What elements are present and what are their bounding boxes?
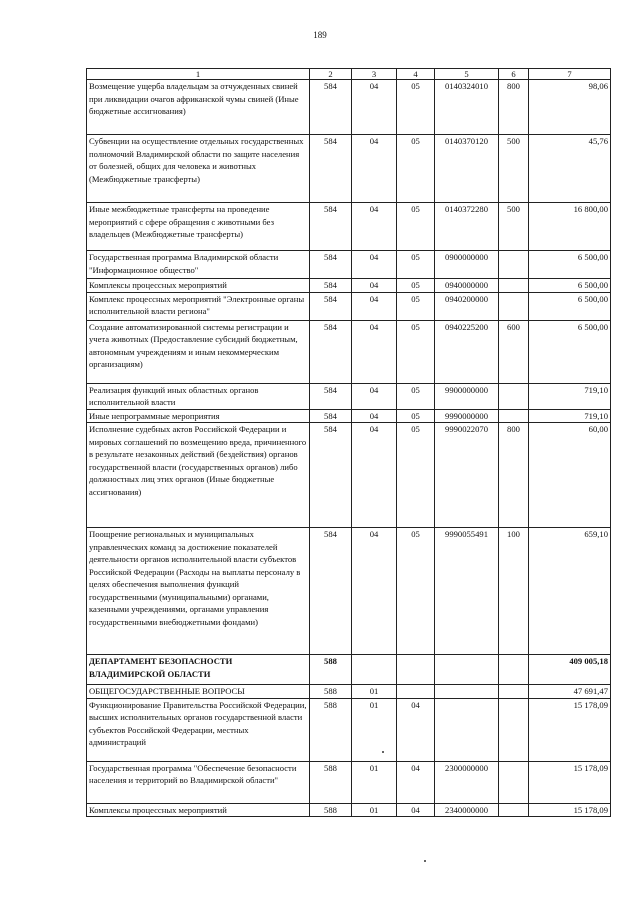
cell-sum: 719,10 xyxy=(529,409,611,423)
table-row xyxy=(87,320,611,383)
cell-pr: 05 xyxy=(397,80,435,135)
cell-sum: 6 500,00 xyxy=(529,320,611,383)
cell-sum: 409 005,18 xyxy=(529,655,611,685)
cell-pr: 05 xyxy=(397,320,435,383)
table-row xyxy=(87,383,611,409)
table-row xyxy=(87,698,611,761)
cell-grbs: 584 xyxy=(310,135,352,203)
cell-grbs: 584 xyxy=(310,203,352,251)
cell-vr xyxy=(499,698,529,761)
cell-pr: 04 xyxy=(397,803,435,817)
cell-name: Комплексы процессных мероприятий xyxy=(87,279,310,293)
cell-rz: 01 xyxy=(352,761,397,803)
cell-csr: 0140324010 xyxy=(435,80,499,135)
cell-sum: 15 178,09 xyxy=(529,698,611,761)
cell-pr: 05 xyxy=(397,409,435,423)
cell-name: Создание автоматизированной системы регистрации и учета животных (Предоставление субсидий бюджетным, автономным учреждениям и иным некоммерческим организациям) xyxy=(87,320,310,383)
cell-rz: 04 xyxy=(352,203,397,251)
cell-name: ОБЩЕГОСУДАРСТВЕННЫЕ ВОПРОСЫ xyxy=(87,685,310,699)
cell-grbs: 584 xyxy=(310,320,352,383)
header-cell: 2 xyxy=(310,69,352,80)
cell-vr: 600 xyxy=(499,320,529,383)
table-row xyxy=(87,423,611,528)
cell-rz: 04 xyxy=(352,409,397,423)
cell-rz: 04 xyxy=(352,251,397,279)
cell-vr xyxy=(499,383,529,409)
cell-pr: 05 xyxy=(397,423,435,528)
cell-pr: 04 xyxy=(397,698,435,761)
cell-csr: 9990022070 xyxy=(435,423,499,528)
cell-grbs: 588 xyxy=(310,761,352,803)
cell-rz: 04 xyxy=(352,279,397,293)
table-row xyxy=(87,251,611,279)
cell-vr: 800 xyxy=(499,423,529,528)
cell-name: Функционирование Правительства Российской Федерации, высших исполнительных органов государственной власти субъектов Российской Федерации, местных администраций xyxy=(87,698,310,761)
table-row xyxy=(87,409,611,423)
cell-pr: 05 xyxy=(397,383,435,409)
cell-rz: 04 xyxy=(352,80,397,135)
cell-name: Комплекс процессных мероприятий "Электронные органы исполнительной власти региона" xyxy=(87,292,310,320)
header-cell: 5 xyxy=(435,69,499,80)
header-cell: 6 xyxy=(499,69,529,80)
header-cell: 1 xyxy=(87,69,310,80)
cell-grbs: 584 xyxy=(310,251,352,279)
cell-grbs: 584 xyxy=(310,292,352,320)
cell-grbs: 588 xyxy=(310,803,352,817)
cell-vr: 500 xyxy=(499,203,529,251)
cell-name: Государственная программа "Обеспечение безопасности населения и территорий во Владимирской области" xyxy=(87,761,310,803)
cell-csr: 2340000000 xyxy=(435,803,499,817)
cell-csr: 0940200000 xyxy=(435,292,499,320)
cell-rz: 04 xyxy=(352,383,397,409)
cell-pr: 05 xyxy=(397,279,435,293)
cell-name: Иные непрограммные мероприятия xyxy=(87,409,310,423)
cell-rz xyxy=(352,655,397,685)
header-row xyxy=(87,69,611,80)
table-row xyxy=(87,528,611,655)
cell-pr: 05 xyxy=(397,528,435,655)
cell-vr xyxy=(499,409,529,423)
stray-dot xyxy=(424,860,426,862)
cell-name: Субвенции на осуществление отдельных государственных полномочий Владимирской области по защите населения от болезней, общих для человека и животных (Межбюджетные трансферты) xyxy=(87,135,310,203)
table-row xyxy=(87,203,611,251)
cell-pr xyxy=(397,685,435,699)
cell-csr: 9990055491 xyxy=(435,528,499,655)
cell-csr xyxy=(435,685,499,699)
cell-csr: 2300000000 xyxy=(435,761,499,803)
cell-csr xyxy=(435,698,499,761)
cell-vr xyxy=(499,761,529,803)
cell-vr xyxy=(499,803,529,817)
cell-grbs: 584 xyxy=(310,528,352,655)
cell-name: ДЕПАРТАМЕНТ БЕЗОПАСНОСТИ ВЛАДИМИРСКОЙ ОБЛАСТИ xyxy=(87,655,310,685)
cell-rz: 01 xyxy=(352,685,397,699)
cell-vr xyxy=(499,251,529,279)
cell-sum: 6 500,00 xyxy=(529,292,611,320)
cell-name: Государственная программа Владимирской области "Информационное общество" xyxy=(87,251,310,279)
cell-rz: 04 xyxy=(352,320,397,383)
cell-sum: 98,06 xyxy=(529,80,611,135)
cell-pr: 05 xyxy=(397,251,435,279)
cell-csr: 9990000000 xyxy=(435,409,499,423)
cell-csr: 0140372280 xyxy=(435,203,499,251)
header-cell: 7 xyxy=(529,69,611,80)
cell-pr: 05 xyxy=(397,292,435,320)
page-number: 189 xyxy=(313,30,327,40)
cell-vr xyxy=(499,685,529,699)
cell-csr: 0140370120 xyxy=(435,135,499,203)
cell-rz: 01 xyxy=(352,698,397,761)
cell-vr xyxy=(499,279,529,293)
cell-grbs: 584 xyxy=(310,423,352,528)
cell-name: Комплексы процессных мероприятий xyxy=(87,803,310,817)
cell-csr: 0940225200 xyxy=(435,320,499,383)
table-row xyxy=(87,279,611,293)
cell-sum: 15 178,09 xyxy=(529,803,611,817)
cell-sum: 16 800,00 xyxy=(529,203,611,251)
cell-pr xyxy=(397,655,435,685)
cell-pr: 05 xyxy=(397,203,435,251)
cell-grbs: 584 xyxy=(310,279,352,293)
cell-pr: 05 xyxy=(397,135,435,203)
cell-grbs: 588 xyxy=(310,698,352,761)
cell-rz: 01 xyxy=(352,803,397,817)
cell-vr: 800 xyxy=(499,80,529,135)
cell-rz: 04 xyxy=(352,292,397,320)
table-row xyxy=(87,292,611,320)
cell-vr xyxy=(499,655,529,685)
cell-rz: 04 xyxy=(352,528,397,655)
header-cell: 4 xyxy=(397,69,435,80)
cell-vr: 100 xyxy=(499,528,529,655)
cell-name: Реализация функций иных областных органов исполнительной власти xyxy=(87,383,310,409)
cell-vr xyxy=(499,292,529,320)
cell-grbs: 588 xyxy=(310,655,352,685)
cell-grbs: 588 xyxy=(310,685,352,699)
cell-csr: 0940000000 xyxy=(435,279,499,293)
table-row xyxy=(87,80,611,135)
cell-sum: 6 500,00 xyxy=(529,251,611,279)
header-cell: 3 xyxy=(352,69,397,80)
cell-vr: 500 xyxy=(499,135,529,203)
cell-name: Иные межбюджетные трансферты на проведение мероприятий с сфере обращения с животными без владельцев (Межбюджетные трансферты) xyxy=(87,203,310,251)
table-row xyxy=(87,803,611,817)
table-row xyxy=(87,685,611,699)
cell-csr: 9900000000 xyxy=(435,383,499,409)
cell-name: Возмещение ущерба владельцам за отчужденных свиней при ликвидации очагов африканской чумы свиней (Иные бюджетные ассигнования) xyxy=(87,80,310,135)
cell-csr: 0900000000 xyxy=(435,251,499,279)
cell-rz: 04 xyxy=(352,135,397,203)
budget-table xyxy=(86,68,611,817)
cell-sum: 659,10 xyxy=(529,528,611,655)
cell-sum: 47 691,47 xyxy=(529,685,611,699)
cell-name: Поощрение региональных и муниципальных управленческих команд за достижение показателей деятельности органов исполнительной власти субъектов Российской Федерации (Расходы на выплаты персоналу в целях обеспечения выполнения функций государственными (муниципальными) органами, казенными учреждениями, органами управления государственными внебюджетными фондами) xyxy=(87,528,310,655)
table-row xyxy=(87,761,611,803)
cell-sum: 719,10 xyxy=(529,383,611,409)
cell-grbs: 584 xyxy=(310,383,352,409)
cell-sum: 6 500,00 xyxy=(529,279,611,293)
cell-pr: 04 xyxy=(397,761,435,803)
cell-sum: 45,76 xyxy=(529,135,611,203)
cell-rz: 04 xyxy=(352,423,397,528)
table-row xyxy=(87,135,611,203)
cell-sum: 60,00 xyxy=(529,423,611,528)
cell-grbs: 584 xyxy=(310,409,352,423)
table-body xyxy=(87,80,611,817)
cell-name: Исполнение судебных актов Российской Федерации и мировых соглашений по возмещению вреда, причиненного в результате незаконных действий (бездействия) органов государственной власти (государственных органов) либо должностных лиц этих органов (Иные бюджетные ассигнования) xyxy=(87,423,310,528)
cell-sum: 15 178,09 xyxy=(529,761,611,803)
table-row xyxy=(87,655,611,685)
cell-csr xyxy=(435,655,499,685)
stray-dot xyxy=(382,751,384,753)
cell-grbs: 584 xyxy=(310,80,352,135)
